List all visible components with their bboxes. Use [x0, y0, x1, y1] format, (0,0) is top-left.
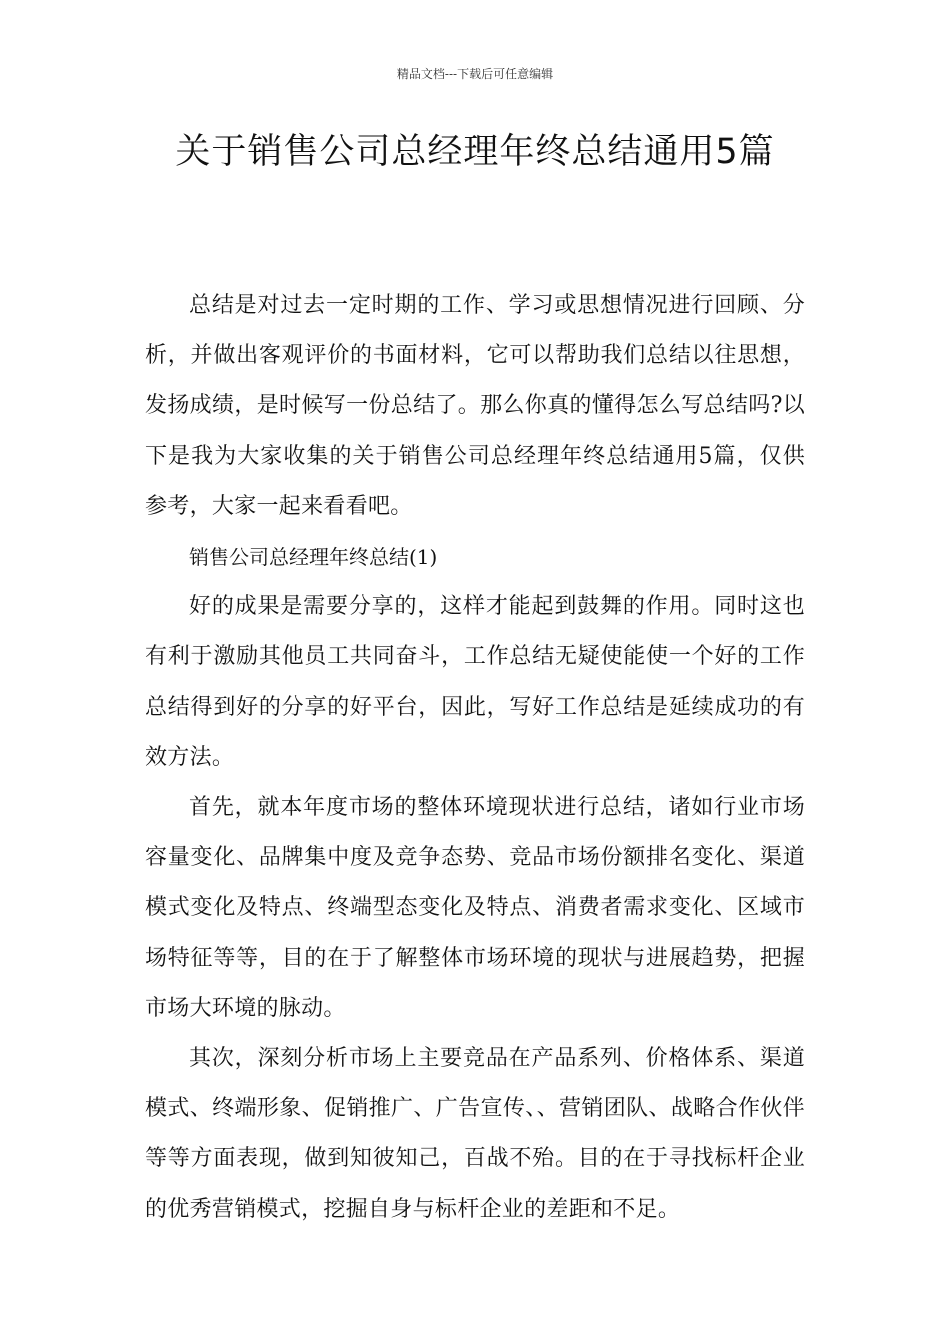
body-paragraph-2: 首先，就本年度市场的整体环境现状进行总结，诸如行业市场容量变化、品牌集中度及竞争态势、竞品市场份额排名变化、渠道模式变化及特点、终端型态变化及特点、消费者需求变化、区域市场特征等等，目的在于了解整体市场环境的现状与进展趋势，把握市场大环境的脉动。: [145, 795, 805, 1021]
intro-paragraph: 总结是对过去一定时期的工作、学习或思想情况进行回顾、分析，并做出客观评价的书面材料，它可以帮助我们总结以往思想，发扬成绩，是时候写一份总结了。那么你真的懂得怎么写总结吗?以下是我为大家收集的关于销售公司总经理年终总结通用5篇，仅供参考，大家一起来看看吧。: [145, 293, 805, 519]
document-body: [145, 281, 805, 1235]
section-heading: 销售公司总经理年终总结(1): [189, 545, 438, 570]
body-paragraph-1: 好的成果是需要分享的，这样才能起到鼓舞的作用。同时这也有利于激励其他员工共同奋斗，工作总结无疑使能使一个好的工作总结得到好的分享的好平台，因此，写好工作总结是延续成功的有效方法。: [145, 594, 805, 770]
header-note: 精品文档---下载后可任意编辑: [396, 67, 554, 81]
body-paragraph-3: 其次，深刻分析市场上主要竞品在产品系列、价格体系、渠道模式、终端形象、促销推广、广告宣传、、营销团队、战略合作伙伴等等方面表现，做到知彼知己，百战不殆。目的在于寻找标杆企业的优秀营销模式，挖掘自身与标杆企业的差距和不足。: [145, 1046, 805, 1222]
document-title: 关于销售公司总经理年终总结通用5篇: [175, 132, 775, 172]
